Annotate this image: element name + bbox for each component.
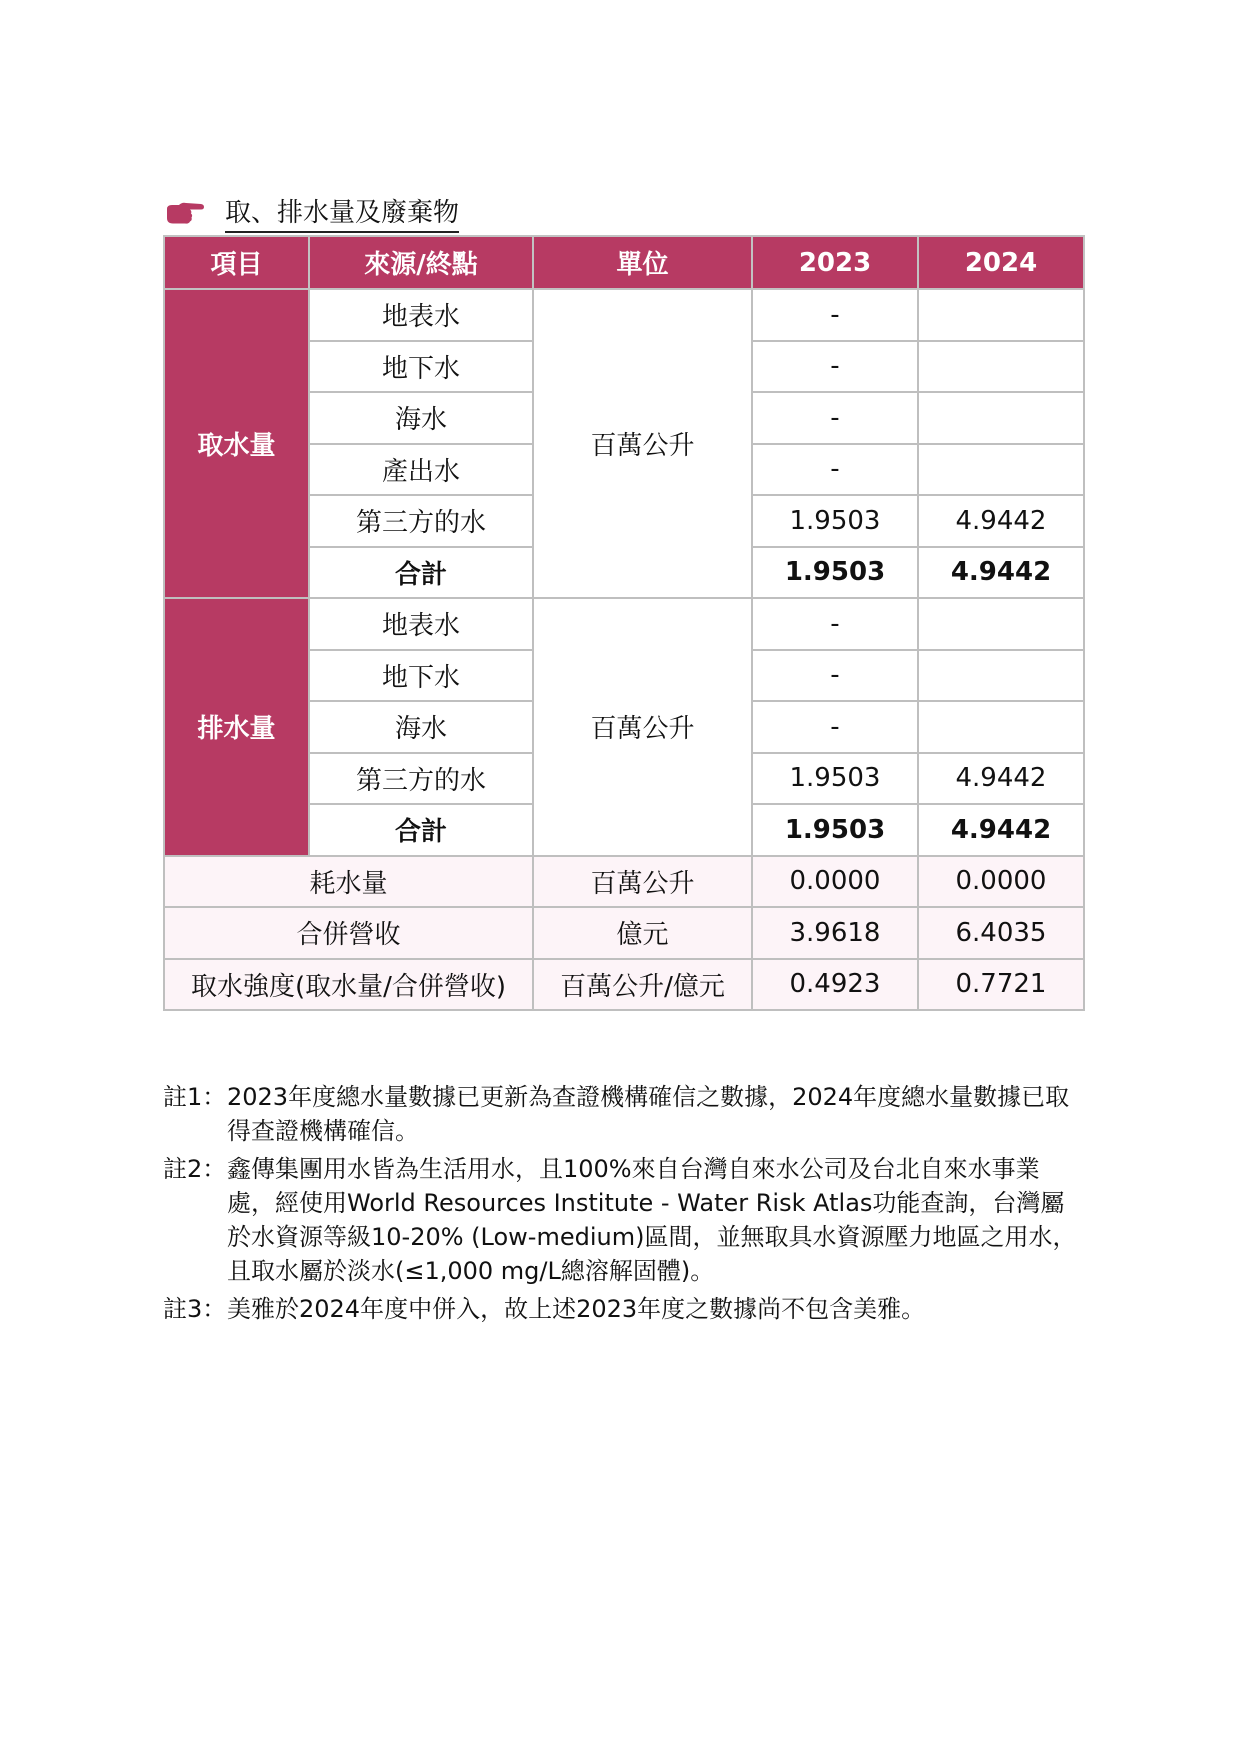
summary-item: 耗水量 [164,856,533,908]
source-cell-total: 合計 [309,804,533,856]
notes [163,1080,1083,1330]
source-cell: 地下水 [309,650,533,702]
source-cell: 地下水 [309,341,533,393]
value-2023: - [752,444,918,496]
source-cell: 地表水 [309,289,533,341]
value-2024-total: 4.9442 [918,804,1084,856]
source-cell: 第三方的水 [309,753,533,805]
value-2024 [918,392,1084,444]
note-label: 註3： [163,1295,227,1323]
value-2024 [918,289,1084,341]
note-text: 鑫傳集團用水皆為生活用水，且100%來自台灣自來水公司及台北自來水事業處，經使用World Resources Institute - Water Risk Atlas功能查詢，台灣屬於水資源等級10-20% (Low-medium)區間，並無取具水資源壓力地區之用水，且取水屬於淡水(≤1,000 mg/L總溶解固體)。 [227,1155,1077,1285]
header-unit: 單位 [533,236,752,289]
value-2024-total: 4.9442 [918,547,1084,599]
summary-unit: 百萬公升 [533,856,752,908]
pointing-hand-icon [165,201,205,227]
discharge-unit: 百萬公升 [533,598,752,856]
value-2023-total: 1.9503 [752,547,918,599]
section-heading [165,194,459,234]
summary-row [164,907,1084,959]
value-2024 [918,701,1084,753]
source-cell-total: 合計 [309,547,533,599]
source-cell: 海水 [309,701,533,753]
header-2024: 2024 [918,236,1084,289]
value-2023: - [752,341,918,393]
value-2023: 1.9503 [752,753,918,805]
value-2024 [918,650,1084,702]
table-header-row [164,236,1084,289]
note-label: 註2： [163,1155,227,1183]
source-cell: 第三方的水 [309,495,533,547]
header-2023: 2023 [752,236,918,289]
summary-row [164,959,1084,1011]
table-row [164,289,1084,341]
value-2024: 6.4035 [918,907,1084,959]
value-2024: 0.0000 [918,856,1084,908]
value-2023: 0.4923 [752,959,918,1011]
value-2024: 0.7721 [918,959,1084,1011]
source-cell: 海水 [309,392,533,444]
value-2023: 3.9618 [752,907,918,959]
summary-unit: 億元 [533,907,752,959]
table-row [164,598,1084,650]
value-2024: 4.9442 [918,753,1084,805]
note-text: 美雅於2024年度中併入，故上述2023年度之數據尚不包含美雅。 [227,1295,926,1323]
discharge-label: 排水量 [164,598,309,856]
note-text: 2023年度總水量數據已更新為查證機構確信之數據，2024年度總水量數據已取得查證機構確信。 [227,1083,1070,1145]
value-2024 [918,598,1084,650]
source-cell: 產出水 [309,444,533,496]
value-2023: - [752,650,918,702]
summary-row [164,856,1084,908]
note-1 [163,1080,1083,1148]
note-2 [163,1152,1083,1288]
section-title: 取、排水量及廢棄物 [225,196,459,233]
header-item: 項目 [164,236,309,289]
summary-item: 取水強度(取水量/合併營收) [164,959,533,1011]
withdrawal-unit: 百萬公升 [533,289,752,598]
value-2024 [918,341,1084,393]
note-3 [163,1292,1083,1326]
value-2023: 1.9503 [752,495,918,547]
water-table [163,235,1085,1011]
header-source: 來源/終點 [309,236,533,289]
value-2023: - [752,289,918,341]
value-2024: 4.9442 [918,495,1084,547]
withdrawal-label: 取水量 [164,289,309,598]
note-label: 註1： [163,1083,227,1111]
value-2023: 0.0000 [752,856,918,908]
value-2023: - [752,392,918,444]
value-2023-total: 1.9503 [752,804,918,856]
value-2023: - [752,598,918,650]
value-2023: - [752,701,918,753]
value-2024 [918,444,1084,496]
summary-unit: 百萬公升/億元 [533,959,752,1011]
source-cell: 地表水 [309,598,533,650]
summary-item: 合併營收 [164,907,533,959]
